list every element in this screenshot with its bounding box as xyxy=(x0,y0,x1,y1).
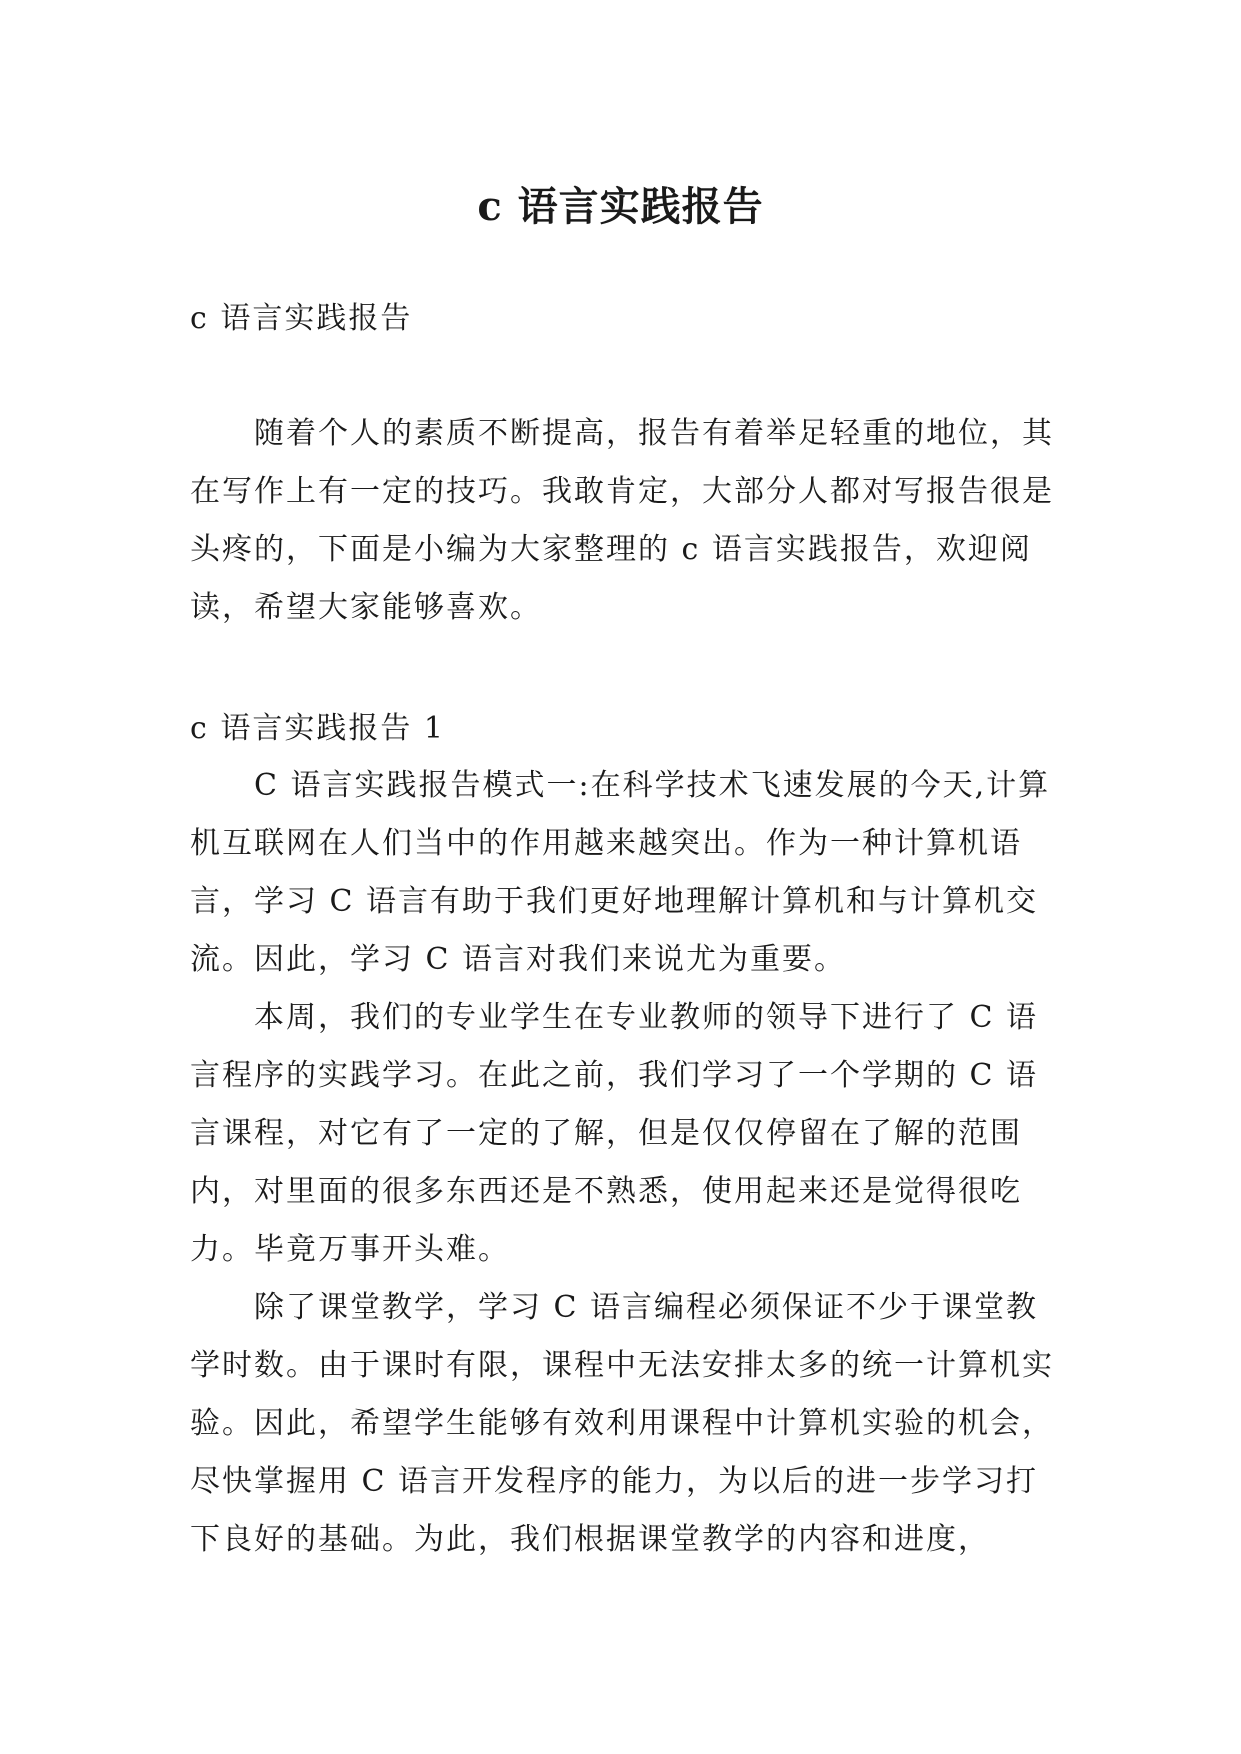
body-paragraph-2: 本周，我们的专业学生在专业教师的领导下进行了 C 语言程序的实践学习。在此之前，我们学习了一个学期的 C 语言课程，对它有了一定的了解，但是仅仅停留在了解的范围内，对里面的很多东西还是不熟悉，使用起来还是觉得很吃力。毕竟万事开头难。 xyxy=(190,1000,1039,1267)
document-subtitle: c 语言实践报告 xyxy=(190,301,413,336)
document-title: c 语言实践报告 xyxy=(477,182,764,230)
intro-paragraph: 随着个人的素质不断提高，报告有着举足轻重的地位，其在写作上有一定的技巧。我敢肯定，大部分人都对写报告很是头疼的，下面是小编为大家整理的 c 语言实践报告，欢迎阅读，希望大家能够喜欢。 xyxy=(190,416,1054,625)
body-paragraph-3: 除了课堂教学，学习 C 语言编程必须保证不少于课堂教学时数。由于课时有限，课程中无法安排太多的统一计算机实验。因此，希望学生能够有效利用课程中计算机实验的机会，尽快掌握用 C 语言开发程序的能力，为以后的进一步学习打下良好的基础。为此，我们根据课堂教学的内容和进度， xyxy=(190,1290,1054,1557)
body-paragraph-1: C 语言实践报告模式一:在科学技术飞速发展的今天,计算机互联网在人们当中的作用越来越突出。作为一种计算机语言，学习 C 语言有助于我们更好地理解计算机和与计算机交流。因此，学习 C 语言对我们来说尤为重要。 xyxy=(190,768,1051,977)
section-heading: c 语言实践报告 1 xyxy=(190,711,445,746)
